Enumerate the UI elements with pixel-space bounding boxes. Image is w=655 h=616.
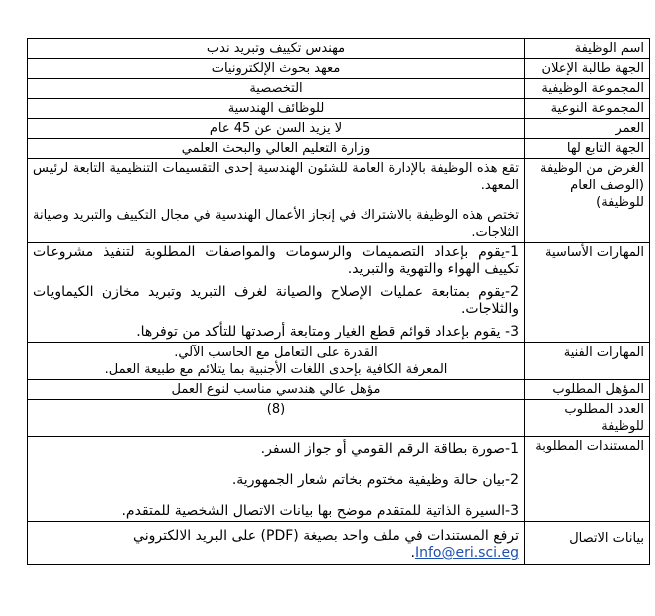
email-link[interactable]: Info@eri.sci.eg (414, 545, 519, 561)
table-row (28, 119, 650, 139)
table-row (28, 437, 650, 522)
purpose-paragraph: تقع هذه الوظيفة بالإدارة العامة للشئون الهندسية إحدى التقسيمات التنظيمية التابعة لرئيس المعهد. (33, 161, 519, 193)
table-row (28, 159, 650, 243)
document-item: 3-السيرة الذاتية للمتقدم موضح بها بيانات الاتصال الشخصية للمتقدم. (121, 503, 519, 519)
value-contact-info: ترفع المستندات في ملف واحد بصيغة (PDF) على البريد الالكتروني Info@eri.sci.eg. (28, 522, 525, 565)
value-age: لا يزيد السن عن 45 عام (28, 119, 525, 139)
value-type-group: للوظائف الهندسية (28, 99, 525, 119)
table-row (28, 59, 650, 79)
contact-instructions: ترفع المستندات في ملف واحد بصيغة (PDF) على البريد الالكتروني (133, 528, 519, 544)
document-item: 2-بيان حالة وظيفية مختوم بخاتم شعار الجمهورية. (231, 472, 519, 488)
value-qualification: مؤهل عالي هندسي مناسب لنوع العمل (28, 380, 525, 400)
label-job-purpose-line1: الغرض من الوظيفة (540, 161, 644, 176)
label-required-count: العدد المطلوب للوظيفة (525, 400, 650, 437)
label-job-purpose (525, 159, 650, 243)
value-requesting-entity: معهد بحوث الإلكترونيات (28, 59, 525, 79)
job-description-table (27, 38, 650, 565)
skill-item: 3- يقوم بإعداد قوائم قطع الغيار ومتابعة أرصدتها للتأكد من توفرها. (136, 324, 519, 340)
value-technical-skills (28, 343, 525, 380)
label-affiliation: الجهة التابع لها (525, 139, 650, 159)
label-requesting-entity: الجهة طالبة الإعلان (525, 59, 650, 79)
skill-item: 2-يقوم بمتابعة عمليات الإصلاح والصيانة لغرف التبريد وتبريد مخازن الكيماويات والثلاجات. (33, 284, 519, 317)
value-job-purpose (28, 159, 525, 243)
label-qualification: المؤهل المطلوب (525, 380, 650, 400)
skill-item: 1-يقوم بإعداد التصميمات والرسومات والمواصفات المطلوبة لتنفيذ مشروعات تكييف الهواء والتهوية والتبريد. (33, 244, 519, 277)
table-row (28, 39, 650, 59)
label-age: العمر (525, 119, 650, 139)
value-job-group: التخصصية (28, 79, 525, 99)
label-type-group: المجموعة النوعية (525, 99, 650, 119)
value-affiliation: وزارة التعليم العالي والبحث العلمي (28, 139, 525, 159)
table-row (28, 243, 650, 343)
table-row (28, 79, 650, 99)
label-contact-info: بيانات الاتصال (525, 522, 650, 565)
label-job-purpose-line2: (الوصف العام للوظيفة) (570, 178, 644, 210)
table-row (28, 380, 650, 400)
document-item: 1-صورة بطاقة الرقم القومي أو جواز السفر. (260, 441, 519, 457)
table-row (28, 343, 650, 380)
value-required-count: (8) (28, 400, 525, 437)
value-job-title: مهندس تكييف وتبريد ندب (28, 39, 525, 59)
technical-skill-line: القدرة على التعامل مع الحاسب الآلي. (174, 345, 378, 360)
label-job-title: اسم الوظيفة (525, 39, 650, 59)
label-basic-skills: المهارات الأساسية (525, 243, 650, 343)
value-required-documents (28, 437, 525, 522)
value-basic-skills (28, 243, 525, 343)
table-row (28, 139, 650, 159)
purpose-paragraph: تختص هذه الوظيفة بالاشتراك في إنجاز الأعمال الهندسية في مجال التكييف والتبريد وصيانة الثلاجات. (33, 208, 519, 240)
technical-skill-line: المعرفة الكافية بإحدى اللغات الأجنبية بما يتلائم مع طبيعة العمل. (104, 362, 448, 377)
table-row (28, 400, 650, 437)
table-row (28, 522, 650, 565)
label-technical-skills: المهارات الفنية (525, 343, 650, 380)
label-job-group: المجموعة الوظيفية (525, 79, 650, 99)
label-required-documents: المستندات المطلوبة (525, 437, 650, 522)
table-row (28, 99, 650, 119)
